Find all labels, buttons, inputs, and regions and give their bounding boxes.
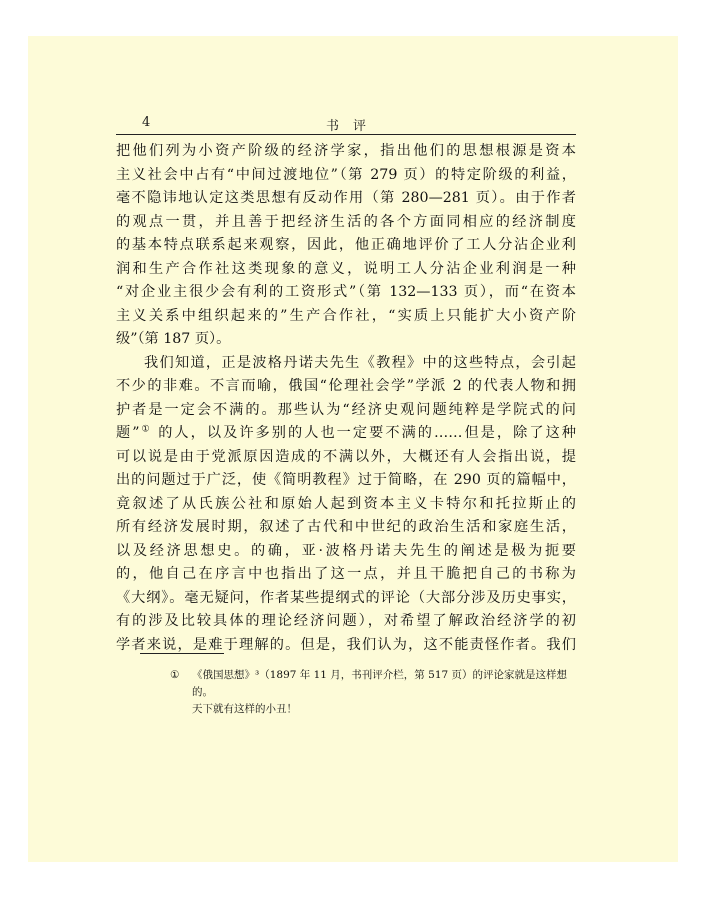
text-line: 主义社会中占有“中间过渡地位”（第 279 页）的特定阶级的利益， <box>116 166 576 183</box>
text-fragment: 的人，以及许多别的人也一定要不满的……但是，除了这种 <box>158 425 576 441</box>
text-line: 《大纲》。毫无疑问，作者某些提纲式的评论（大部分涉及历史事实， <box>116 589 576 606</box>
text-line: 所有经济发展时期，叙述了古代和中世纪的政治生活和家庭生活， <box>116 519 576 535</box>
text-line: 润和生产合作社这类现象的意义，说明工人分沾企业利润是一种 <box>116 260 576 277</box>
text-line: 我们知道，正是波格丹诺夫先生《教程》中的这些特点，会引起 <box>144 354 576 371</box>
text-line: 可以说是由于党派原因造成的不满以外，大概还有人会指出说，提 <box>116 448 576 465</box>
text-line: 护者是一定会不满的。那些认为“经济史观问题纯粹是学院式的问 <box>116 401 576 418</box>
text-line: 毫不隐讳地认定这类思想有反动作用（第 280—281 页）。由于作者 <box>116 190 576 206</box>
text-line: 学者来说，是难于理解的。但是，我们认为，这不能责怪作者。我们 <box>116 636 576 653</box>
running-header <box>116 113 576 133</box>
footnote-rule <box>140 653 224 654</box>
header-rule <box>116 134 576 135</box>
text-line: 竟叙述了从氏族公社和原始人起到资本主义卡特尔和托拉斯止的 <box>116 495 576 512</box>
text-line: 把他们列为小资产阶级的经济学家，指出他们的思想根源是资本 <box>116 143 576 159</box>
text-line: “对企业主很少会有利的工资形式”（第 132—133 页），而“在资本 <box>116 284 576 300</box>
text-line: 的基本特点联系起来观察，因此，他正确地评价了工人分沾企业利 <box>116 237 576 253</box>
text-line: 主义关系中组织起来的”生产合作社，“实质上只能扩大小资产阶 <box>116 307 576 324</box>
text-line: 的观点一贯，并且善于把经济生活的各个方面同相应的经济制度 <box>116 213 576 230</box>
text-line: 的，他自己在序言中也指出了这一点，并且干脆把自己的书称为 <box>116 566 576 582</box>
footnote-marker: ① <box>170 669 180 681</box>
text-line: 不少的非难。不言而喻，俄国“伦理社会学”学派 2 的代表人物和拥 <box>116 378 576 394</box>
text-fragment: 题” <box>116 425 140 441</box>
footnote-line: 《俄国思想》³（1897 年 11 月，书刊评介栏，第 517 页）的评论家就是这样想的。 <box>192 669 568 698</box>
body-text <box>116 140 576 657</box>
text-line: 有的涉及比较具体的理论经济问题），对希望了解政治经济学的初 <box>116 613 576 629</box>
footnote-reference[interactable]: ① <box>139 424 152 435</box>
text-line: 级”（第 187 页）。 <box>116 331 231 347</box>
text-line-with-note <box>116 422 576 446</box>
text-line: 出的问题过于广泛，使《简明教程》过于简略，在 290 页的篇幅中， <box>116 472 576 488</box>
footnote <box>170 667 580 718</box>
page-number: 4 <box>142 115 151 130</box>
text-line: 以及经济思想史。的确，亚·波格丹诺夫先生的阐述是极为扼要 <box>116 542 576 559</box>
footnote-line: 天下就有这样的小丑！ <box>192 703 297 715</box>
running-title: 书评 <box>325 119 380 134</box>
